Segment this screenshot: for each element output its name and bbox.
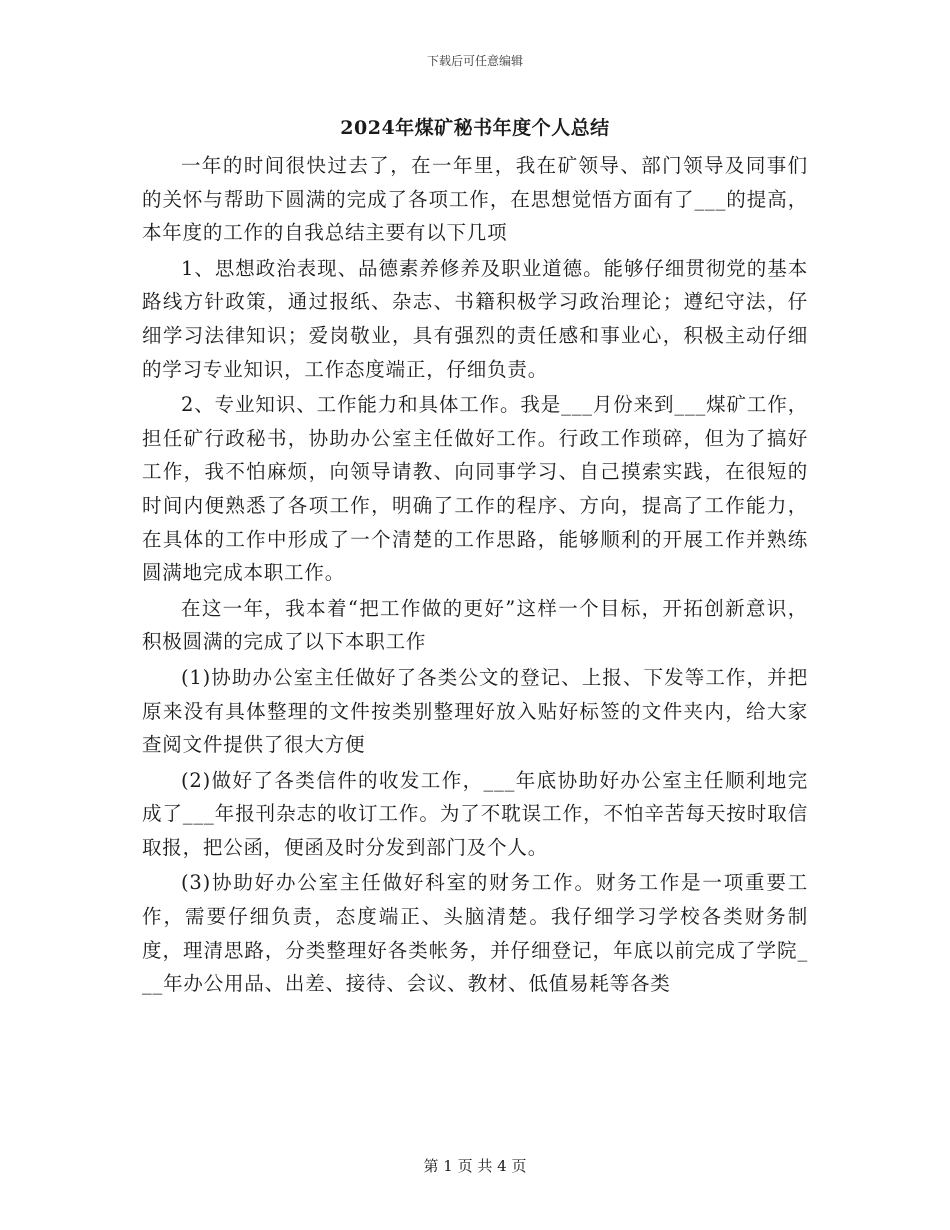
- document-body: [142, 112, 808, 1003]
- document-title: 2024年煤矿秘书年度个人总结: [340, 117, 610, 139]
- paragraph-intro: 一年的时间很快过去了，在一年里，我在矿领导、部门领导及同事们的关怀与帮助下圆满的完成了各项工作，在思想觉悟方面有了___的提高，本年度的工作的自我总结主要有以下几项: [142, 154, 808, 245]
- page-header-note: 下载后可任意编辑: [426, 54, 523, 68]
- page-number: 第 1 页 共 4 页: [423, 1157, 527, 1175]
- paragraph-item-1: 1、思想政治表现、品德素养修养及职业道德。能够仔细贯彻党的基本路线方针政策，通过报纸、杂志、书籍积极学习政治理论；遵纪守法，仔细学习法律知识；爱岗敬业，具有强烈的责任感和事业心，积极主动仔细的学习专业知识，工作态度端正，仔细负责。: [142, 256, 808, 381]
- paragraph-item-2: 2、专业知识、工作能力和具体工作。我是___月份来到___煤矿工作，担任矿行政秘书，协助办公室主任做好工作。行政工作琐碎，但为了搞好工作，我不怕麻烦，向领导请教、向同事学习、自己摸索实践，在很短的时间内便熟悉了各项工作，明确了工作的程序、方向，提高了工作能力，在具体的工作中形成了一个清楚的工作思路，能够顺利的开展工作并熟练圆满地完成本职工作。: [142, 393, 808, 585]
- paragraph-task-3: (3)协助好办公室主任做好科室的财务工作。财务工作是一项重要工作，需要仔细负责，态度端正、头脑清楚。我仔细学习学校各类财务制度，理清思路，分类整理好各类帐务，并仔细登记，年底以前完成了学院___年办公用品、出差、接待、会议、教材、低值易耗等各类: [142, 871, 808, 996]
- paragraph-task-2: (2)做好了各类信件的收发工作，___年底协助好办公室主任顺利地完成了___年报刊杂志的收订工作。为了不耽误工作，不怕辛苦每天按时取信取报，把公函，便函及时分发到部门及个人。: [142, 768, 808, 859]
- paragraph-task-1: (1)协助办公室主任做好了各类公文的登记、上报、下发等工作，并把原来没有具体整理的文件按类别整理好放入贴好标签的文件夹内，给大家查阅文件提供了很大方便: [142, 665, 808, 757]
- paragraph-goal: 在这一年，我本着“把工作做的更好”这样一个目标，开拓创新意识，积极圆满的完成了以下本职工作: [142, 596, 808, 654]
